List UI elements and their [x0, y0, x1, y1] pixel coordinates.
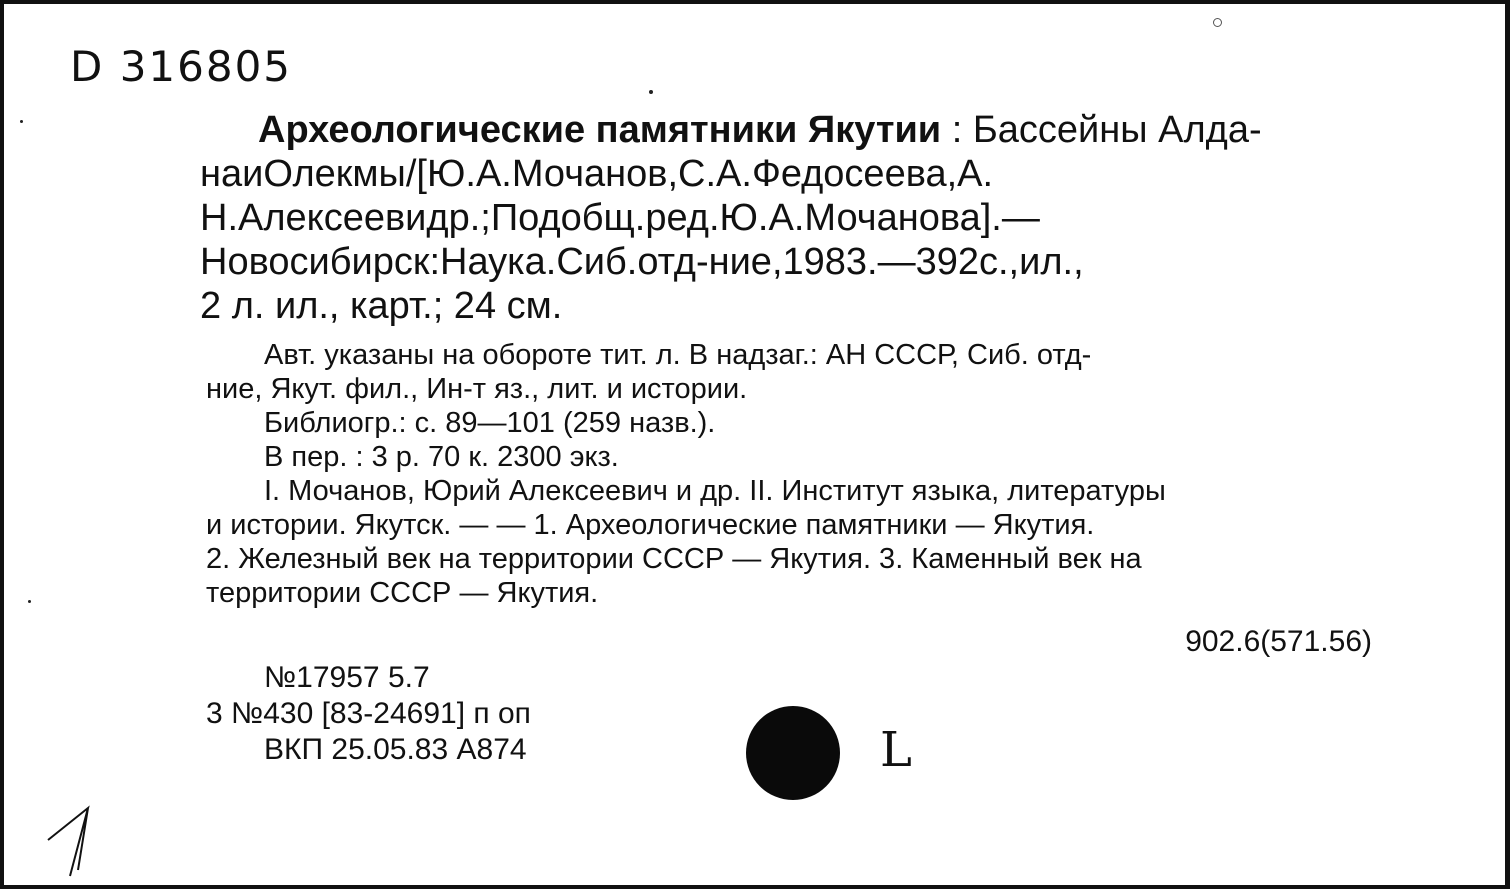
word: и [242, 153, 264, 195]
word: Ю. [719, 197, 769, 239]
word: — [1001, 197, 1040, 239]
word: ред. [645, 197, 720, 239]
service-info [206, 660, 531, 768]
speck [20, 120, 23, 123]
authors-note-line-2: ние, Якут. фил., Ин-т яз., лит. и истории. [206, 373, 748, 405]
word: . [991, 197, 1002, 239]
word: Алексеев [238, 197, 406, 239]
entry-line-2 [200, 152, 1380, 196]
handwritten-mark-one [40, 800, 110, 880]
entry-line-4 [200, 240, 1380, 284]
subtitle-start: : Бассейны Алда- [951, 109, 1262, 151]
stamp-letter: L [880, 722, 912, 778]
word: др.; [426, 197, 491, 239]
book-title: Археологические памятники Якутии [258, 109, 942, 151]
main-bibliographic-entry [200, 108, 1380, 328]
entry-line-3 [200, 196, 1380, 240]
word: ил., [1019, 241, 1084, 283]
subject-headings-line-2: и истории. Якутск. — — 1. Археологические памятники — Якутия. [206, 509, 1095, 541]
word: с., [979, 241, 1020, 283]
service-line-3: ВКП 25.05.83 А874 [264, 733, 527, 766]
word: 392 [915, 241, 979, 283]
word: отд-ние, [637, 241, 783, 283]
word: Федосеева, [751, 153, 958, 195]
subject-headings-line-4: территории СССР — Якутия. [206, 577, 599, 609]
word: 1983. [782, 241, 878, 283]
speck [649, 90, 653, 94]
word: Под [490, 197, 561, 239]
word: Наука. [440, 241, 557, 283]
black-dot-stamp [746, 706, 840, 800]
classification-code: 902.6(571.56) [1185, 625, 1372, 658]
word: / [405, 153, 417, 195]
card-border-top [0, 0, 1510, 4]
word: А. [475, 153, 512, 195]
word: Олекмы [263, 153, 406, 195]
card-id-number: D 316805 [70, 42, 293, 91]
notes-section [206, 338, 1376, 610]
word: Сиб. [556, 241, 638, 283]
word: А. [716, 153, 752, 195]
word: Н. [200, 197, 238, 239]
word: на [200, 153, 243, 195]
service-line-2: 3 №430 [83-24691] п оп [206, 697, 531, 730]
word: А. [957, 153, 994, 195]
speck [28, 600, 31, 603]
word: А. [768, 197, 805, 239]
card-border-bottom [0, 885, 1510, 889]
word: : [429, 241, 441, 283]
entry-line-1 [200, 108, 1380, 152]
speck [1213, 18, 1222, 27]
word: Новосибирск [200, 241, 430, 283]
authors-note-line-1: Авт. указаны на обороте тит. л. В надзаг.: АН СССР, Сиб. отд- [264, 339, 1092, 371]
word: общ. [560, 197, 646, 239]
price-note: В пер. : 3 р. 70 к. 2300 экз. [264, 441, 619, 473]
word: Мочанова] [804, 197, 992, 239]
entry-line-5: 2 л. ил., карт.; 24 см. [200, 285, 563, 327]
card-border-left [0, 0, 4, 889]
word: и [405, 197, 427, 239]
service-line-1: №17957 5.7 [264, 661, 430, 694]
subject-headings-line-1: I. Мочанов, Юрий Алексеевич и др. II. Институт языка, литературы [264, 475, 1166, 507]
word: [Ю. [416, 153, 476, 195]
word: — [877, 241, 916, 283]
bibliography-note: Библиогр.: с. 89—101 (259 назв.). [264, 407, 716, 439]
subject-headings-line-3: 2. Железный век на территории СССР — Якутия. 3. Каменный век на [206, 543, 1142, 575]
word: С. [678, 153, 717, 195]
card-border-right [1505, 0, 1510, 889]
word: Мочанов, [511, 153, 679, 195]
